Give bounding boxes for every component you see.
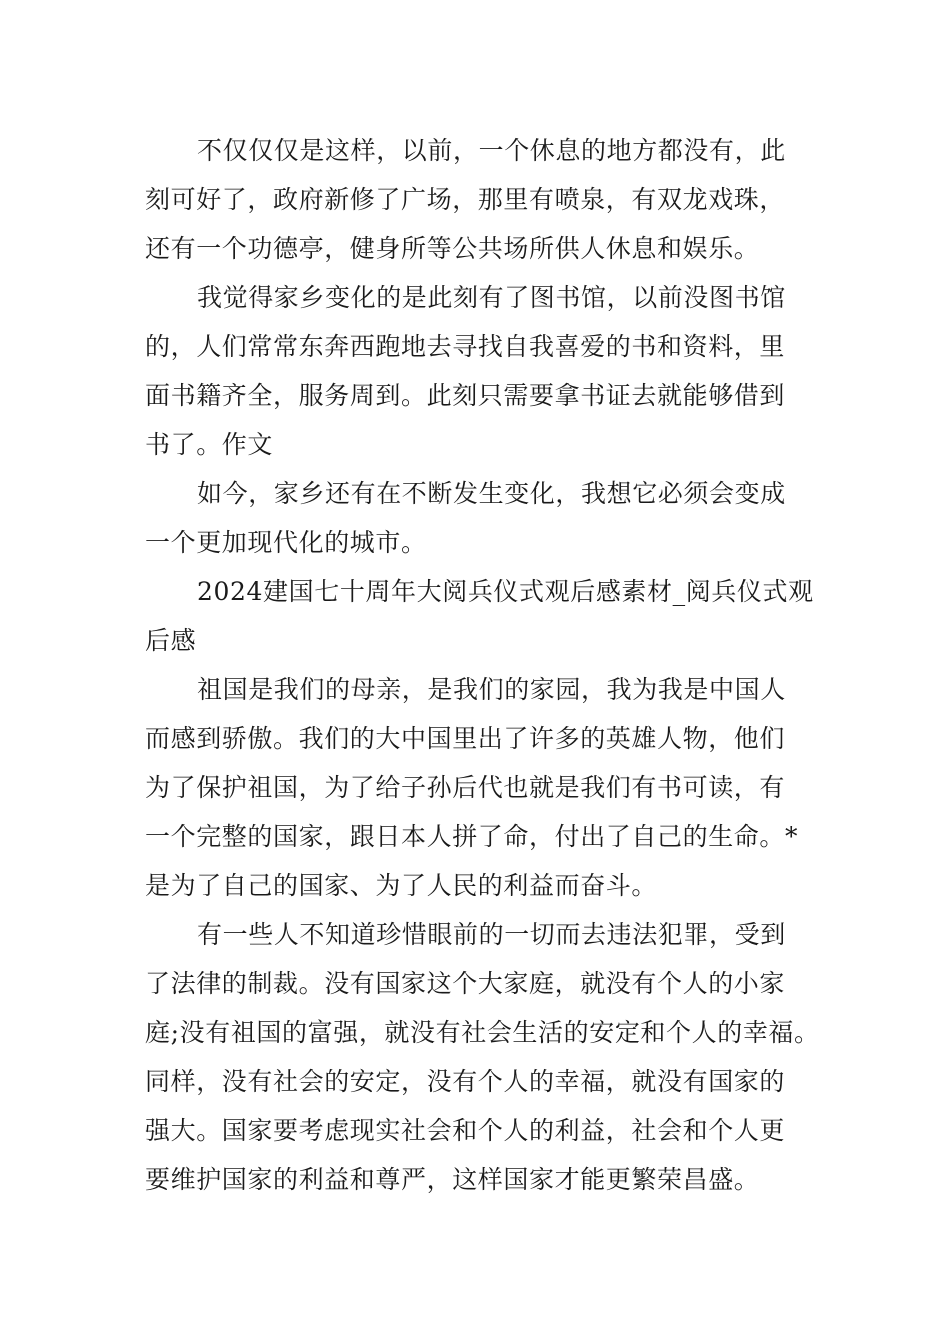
- paragraph-line: 还有一个功德亭，健身所等公共场所供人休息和娱乐。: [145, 234, 760, 263]
- paragraph-line: 面书籍齐全，服务周到。此刻只需要拿书证去就能够借到: [145, 381, 786, 410]
- paragraph-line: 一个更加现代化的城市。: [145, 528, 427, 557]
- paragraph-line: 一个完整的国家，跟日本人拼了命，付出了自己的生命。*: [145, 822, 799, 851]
- document-body: [145, 126, 820, 1204]
- paragraph-line: 为了保护祖国，为了给子孙后代也就是我们有书可读，有: [145, 773, 786, 802]
- paragraph-line: 祖国是我们的母亲，是我们的家园，我为我是中国人: [197, 675, 786, 704]
- paragraph-line: 书了。作文: [145, 430, 274, 459]
- paragraph-line: 的，人们常常东奔西跑地去寻找自我喜爱的书和资料，里: [145, 332, 786, 361]
- paragraph-line: 而感到骄傲。我们的大中国里出了许多的英雄人物，他们: [145, 724, 786, 753]
- paragraph-line: 庭;没有祖国的富强，就没有社会生活的安定和个人的幸福。: [145, 1018, 820, 1047]
- section-heading-line: 2024建国七十周年大阅兵仪式观后感素材_阅兵仪式观: [197, 577, 814, 606]
- section-heading-line: 后感: [145, 626, 197, 655]
- paragraph-line: 不仅仅仅是这样，以前，一个休息的地方都没有，此: [197, 136, 786, 165]
- paragraph-line: 同样，没有社会的安定，没有个人的幸福，就没有国家的: [145, 1067, 786, 1096]
- paragraph-line: 强大。国家要考虑现实社会和个人的利益，社会和个人更: [145, 1116, 786, 1145]
- paragraph-line: 我觉得家乡变化的是此刻有了图书馆，以前没图书馆: [197, 283, 786, 312]
- paragraph-line: 有一些人不知道珍惜眼前的一切而去违法犯罪，受到: [197, 920, 786, 949]
- paragraph-line: 如今，家乡还有在不断发生变化，我想它必须会变成: [197, 479, 786, 508]
- paragraph-line: 要维护国家的利益和尊严，这样国家才能更繁荣昌盛。: [145, 1165, 760, 1194]
- paragraph-line: 了法律的制裁。没有国家这个大家庭，就没有个人的小家: [145, 969, 786, 998]
- paragraph-line: 是为了自己的国家、为了人民的利益而奋斗。: [145, 871, 658, 900]
- paragraph-line: 刻可好了，政府新修了广场，那里有喷泉，有双龙戏珠，: [145, 185, 786, 214]
